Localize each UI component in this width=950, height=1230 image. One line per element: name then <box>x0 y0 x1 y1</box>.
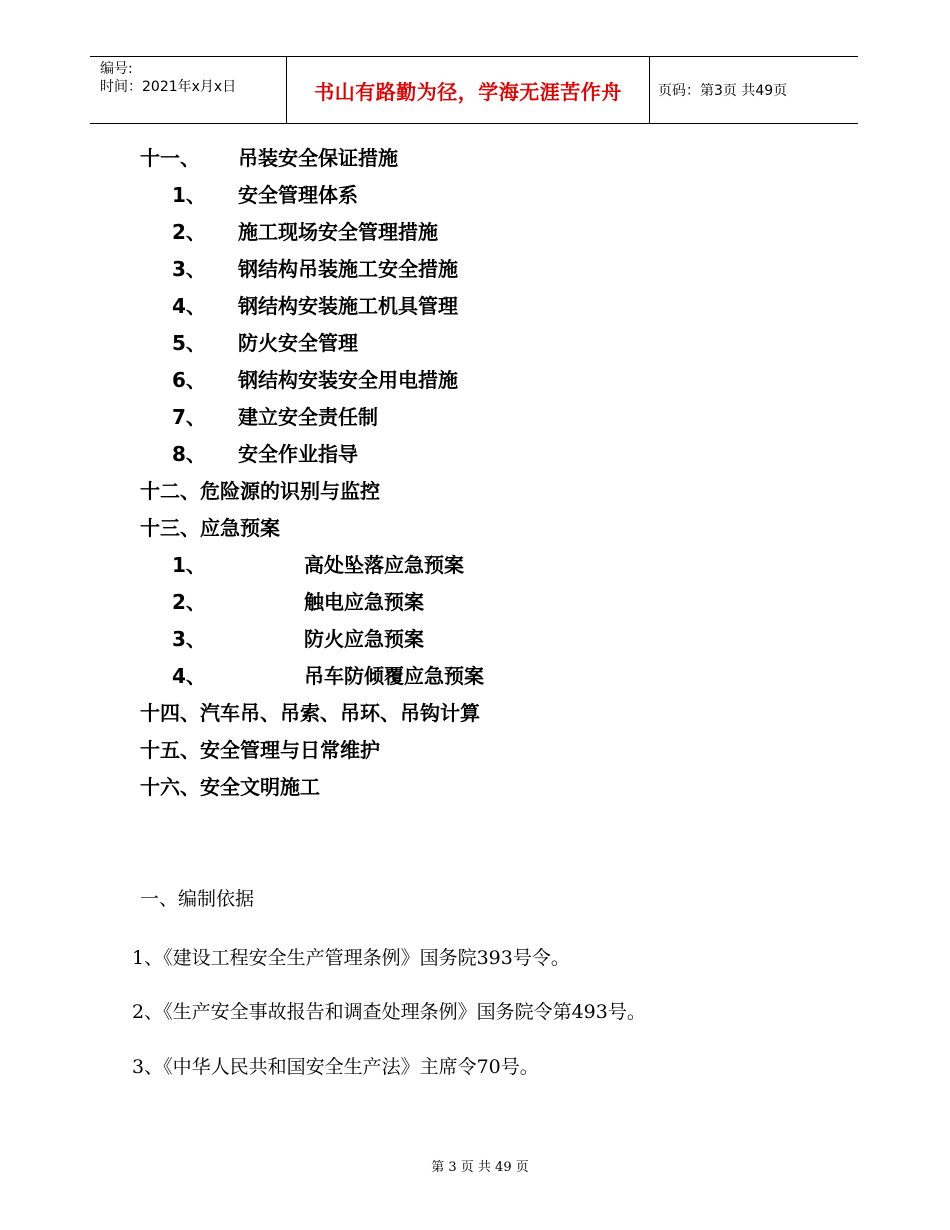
toc-item-number: 十一、 <box>140 146 200 170</box>
section-title: 一、编制依据 <box>140 888 255 910</box>
toc-item-number: 1、 <box>172 553 206 577</box>
toc-item-text: 安全管理体系 <box>238 183 358 207</box>
toc-item-text: 十四、汽车吊、吊索、吊环、吊钩计算 <box>140 701 480 725</box>
toc-item-number: 3、 <box>172 627 206 651</box>
toc-item-number: 8、 <box>172 442 206 466</box>
toc-item-number: 7、 <box>172 405 206 429</box>
header-page-label: 页码：第3页 共49页 <box>658 83 788 99</box>
toc-item-text: 吊车防倾覆应急预案 <box>304 664 484 688</box>
toc-item-text: 防火安全管理 <box>238 331 358 355</box>
toc-item-number: 4、 <box>172 664 206 688</box>
toc-item-text: 钢结构吊装施工安全措施 <box>238 257 458 281</box>
toc-item-number: 4、 <box>172 294 206 318</box>
toc-item-number: 5、 <box>172 331 206 355</box>
toc-item-text: 十六、安全文明施工 <box>140 775 320 799</box>
toc-item-text: 钢结构安装施工机具管理 <box>238 294 458 318</box>
toc-item-text: 施工现场安全管理措施 <box>238 220 438 244</box>
toc-item-text: 触电应急预案 <box>304 590 424 614</box>
toc-item-number: 6、 <box>172 368 206 392</box>
toc-item-number: 2、 <box>172 220 206 244</box>
toc-item-text: 防火应急预案 <box>304 627 424 651</box>
toc-item-text: 安全作业指导 <box>238 442 358 466</box>
toc-item-text: 高处坠落应急预案 <box>304 553 464 577</box>
toc-item-text: 吊装安全保证措施 <box>238 146 398 170</box>
toc-item-text: 钢结构安装安全用电措施 <box>238 368 458 392</box>
toc-item-number: 2、 <box>172 590 206 614</box>
toc-item-number: 1、 <box>172 183 206 207</box>
basis-item: 1、《建设工程安全生产管理条例》国务院393号令。 <box>132 947 570 969</box>
header-meta <box>90 57 286 123</box>
toc-item-text: 十二、危险源的识别与监控 <box>140 479 380 503</box>
basis-item: 2、《生产安全事故报告和调查处理条例》国务院令第493号。 <box>132 1001 646 1023</box>
toc-item-text: 建立安全责任制 <box>238 405 378 429</box>
toc-item-number: 3、 <box>172 257 206 281</box>
toc-item-text: 十三、应急预案 <box>140 516 280 540</box>
time-label: 时间：2021年x月x日 <box>100 79 237 95</box>
page-footer: 第 3 页 共 49 页 <box>431 1160 529 1175</box>
basis-item: 3、《中华人民共和国安全生产法》主席令70号。 <box>132 1056 539 1078</box>
page-header <box>90 56 858 124</box>
code-label: 编号: <box>100 61 133 77</box>
toc-item-text: 十五、安全管理与日常维护 <box>140 738 380 762</box>
header-motto: 书山有路勤为径，学海无涯苦作舟 <box>286 57 650 123</box>
